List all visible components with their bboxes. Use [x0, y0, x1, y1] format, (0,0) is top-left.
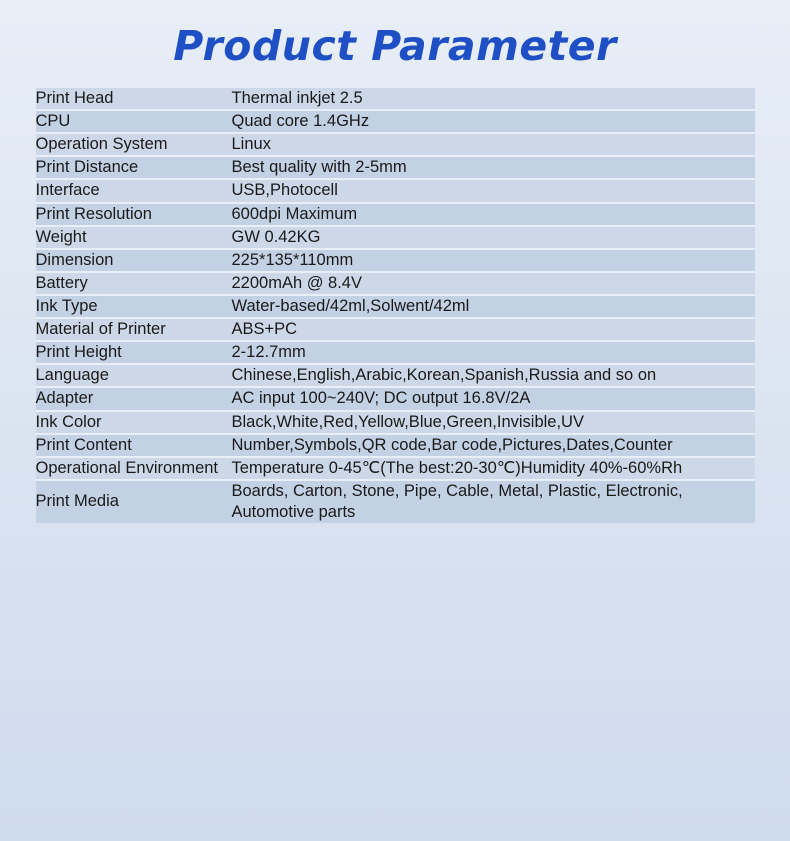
spec-value: Best quality with 2-5mm — [232, 156, 755, 179]
table-row — [36, 249, 755, 272]
table-row — [36, 203, 755, 226]
spec-value: Quad core 1.4GHz — [232, 110, 755, 133]
table-row — [36, 110, 755, 133]
table-row — [36, 88, 755, 110]
spec-label: Language — [36, 364, 232, 387]
table-row — [36, 411, 755, 434]
spec-label: Print Resolution — [36, 203, 232, 226]
spec-label: Ink Color — [36, 411, 232, 434]
spec-label: Print Distance — [36, 156, 232, 179]
spec-label: Print Head — [36, 88, 232, 110]
table-row — [36, 457, 755, 480]
spec-label: Print Height — [36, 341, 232, 364]
spec-label: Adapter — [36, 387, 232, 410]
bottom-spacer — [0, 523, 790, 547]
spec-value: 225*135*110mm — [232, 249, 755, 272]
table-row — [36, 434, 755, 457]
spec-value: Temperature 0-45℃(The best:20-30℃)Humidity 40%-60%Rh — [232, 457, 755, 480]
table-row — [36, 295, 755, 318]
table-row — [36, 341, 755, 364]
table-row — [36, 480, 755, 523]
spec-label: Weight — [36, 226, 232, 249]
spec-label: Operation System — [36, 133, 232, 156]
spec-value: Boards, Carton, Stone, Pipe, Cable, Metal, Plastic, Electronic, Automotive parts — [231, 481, 683, 521]
spec-value: Black,White,Red,Yellow,Blue,Green,Invisible,UV — [232, 411, 755, 434]
spec-value: 2-12.7mm — [232, 341, 755, 364]
table-row — [36, 156, 755, 179]
spec-label: CPU — [36, 110, 232, 133]
spec-value: GW 0.42KG — [232, 226, 755, 249]
specification-table-body — [36, 88, 755, 523]
spec-label: Operational Environment — [36, 457, 232, 480]
table-row — [36, 364, 755, 387]
spec-value: ABS+PC — [232, 318, 755, 341]
spec-value: AC input 100~240V; DC output 16.8V/2A — [232, 387, 755, 410]
table-row — [36, 179, 755, 202]
spec-label: Ink Type — [36, 295, 232, 318]
specification-table — [36, 88, 755, 523]
spec-label: Material of Printer — [36, 318, 232, 341]
spec-label: Dimension — [36, 249, 232, 272]
spec-label: Battery — [36, 272, 232, 295]
spec-value: Water-based/42ml,Solwent/42ml — [232, 295, 755, 318]
spec-value: Number,Symbols,QR code,Bar code,Pictures,Dates,Counter — [232, 434, 755, 457]
table-row — [36, 318, 755, 341]
spec-value: Linux — [232, 133, 755, 156]
spec-value: Chinese,English,Arabic,Korean,Spanish,Russia and so on — [232, 364, 755, 387]
spec-value: USB,Photocell — [232, 179, 755, 202]
table-row — [36, 272, 755, 295]
spec-label: Print Media — [35, 492, 119, 511]
spec-label: Interface — [36, 179, 232, 202]
table-row — [36, 133, 755, 156]
spec-label: Print Content — [36, 434, 232, 457]
page-title: Product Parameter — [173, 22, 617, 70]
spec-value: 2200mAh @ 8.4V — [232, 272, 755, 295]
spec-value: Thermal inkjet 2.5 — [232, 88, 755, 110]
spec-value: 600dpi Maximum — [232, 203, 755, 226]
table-row — [36, 226, 755, 249]
table-row — [36, 387, 755, 410]
